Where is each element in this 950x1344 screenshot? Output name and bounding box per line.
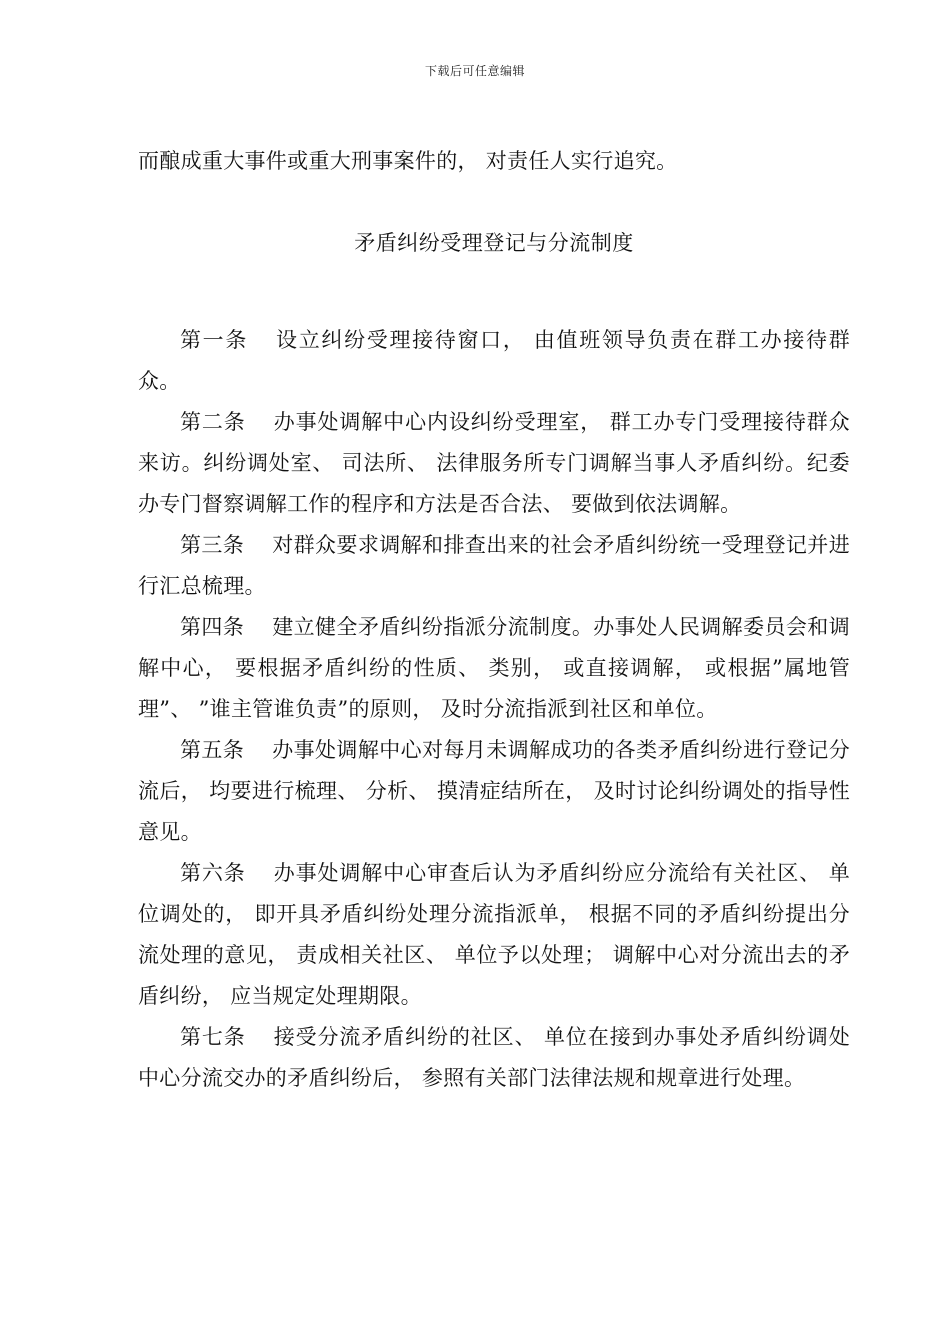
article-text: 办事处调解中心审查后认为矛盾纠纷应分流给有关社区、 单位调处的， 即开具矛盾纠纷处理分流指派单， 根据不同的矛盾纠纷提出分流处理的意见， 责成相关社区、 单位予以处理； 调解中心对分流出去的矛盾纠纷， 应当规定处理期限。	[138, 861, 850, 1008]
article-3	[138, 525, 850, 607]
document-body	[138, 140, 850, 1099]
article-number: 第四条	[180, 615, 245, 639]
article-4	[138, 607, 850, 730]
article-number: 第七条	[180, 1025, 246, 1049]
article-number: 第六条	[180, 861, 246, 885]
article-text: 对群众要求调解和排查出来的社会矛盾纠纷统一受理登记并进行汇总梳理。	[138, 533, 850, 598]
article-number: 第五条	[180, 738, 245, 762]
article-text: 接受分流矛盾纠纷的社区、 单位在接到办事处矛盾纠纷调处中心分流交办的矛盾纠纷后， 参照有关部门法律法规和规章进行处理。	[138, 1025, 850, 1090]
article-number: 第一条	[180, 328, 249, 352]
article-7	[138, 1017, 850, 1099]
article-text: 建立健全矛盾纠纷指派分流制度。办事处人民调解委员会和调解中心， 要根据矛盾纠纷的性质、 类别， 或直接调解， 或根据”属地管理”、 ”谁主管谁负责”的原则， 及时分流指派到社区和单位。	[138, 615, 850, 721]
article-text: 办事处调解中心对每月未调解成功的各类矛盾纠纷进行登记分流后， 均要进行梳理、 分析、 摸清症结所在， 及时讨论纠纷调处的指导性意见。	[138, 738, 850, 844]
article-number: 第三条	[180, 533, 245, 557]
page-header-note: 下载后可任意编辑	[424, 64, 525, 78]
document-title: 矛盾纠纷受理登记与分流制度	[354, 231, 634, 255]
article-5	[138, 730, 850, 853]
article-number: 第二条	[180, 410, 246, 434]
lead-line: 而酿成重大事件或重大刑事案件的， 对责任人实行追究。	[138, 149, 678, 173]
article-1	[138, 320, 850, 402]
article-2	[138, 402, 850, 525]
article-text: 设立纠纷受理接待窗口， 由值班领导负责在群工办接待群众。	[138, 328, 850, 393]
article-text: 办事处调解中心内设纠纷受理室， 群工办专门受理接待群众来访。纠纷调处室、 司法所、 法律服务所专门调解当事人矛盾纠纷。纪委办专门督察调解工作的程序和方法是否合法、 要做到依法调解。	[138, 410, 850, 516]
article-6	[138, 853, 850, 1017]
